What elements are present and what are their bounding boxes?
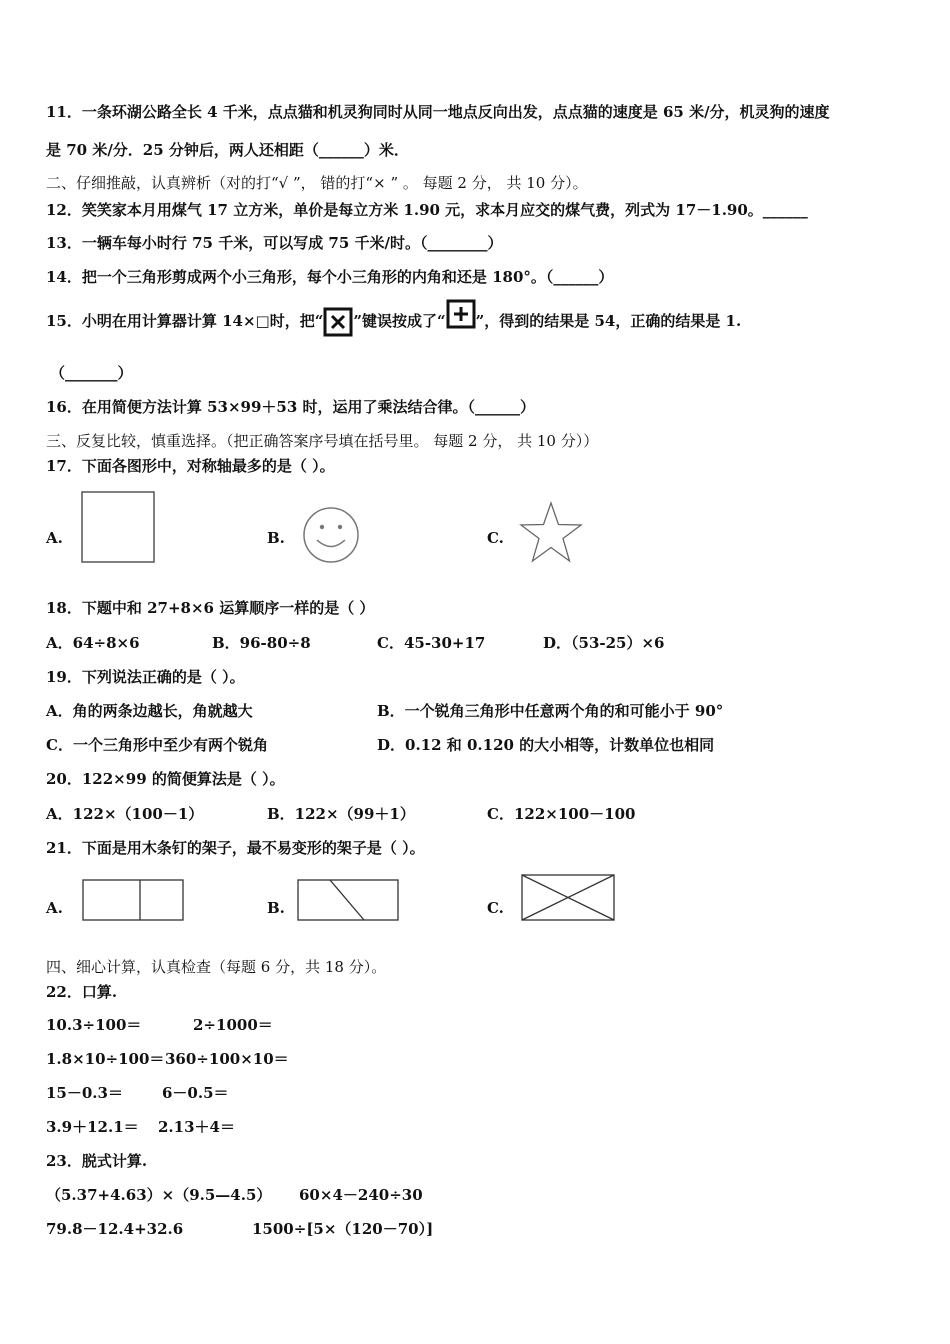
- q15-part1: 15．小明在用计算器计算 14×□时，把“: [46, 312, 324, 330]
- q22-item-3: 1.8×10÷100＝: [46, 1050, 165, 1068]
- frame-c-figure: [520, 873, 616, 923]
- q23-stem: 23．脱式计算.: [46, 1152, 148, 1170]
- q17-option-b: B.: [267, 529, 285, 547]
- smiley-face-icon: [301, 505, 361, 565]
- multiply-key-icon: [323, 307, 353, 337]
- q23-item-2: 60×4－240÷30: [299, 1186, 423, 1204]
- section2-title: 二、仔细推敲，认真辨析（对的打“√ ”， 错的打“× ” 。 每题 2 分， 共 10 分）。: [46, 174, 588, 192]
- q19-option-b: B．一个锐角三角形中任意两个角的和可能小于 90°: [377, 702, 724, 720]
- q19-option-a: A．角的两条边越长，角就越大: [46, 702, 253, 720]
- q22-stem: 22．口算.: [46, 983, 118, 1001]
- q21-stem: 21．下面是用木条钉的架子，最不易变形的架子是（ ）。: [46, 839, 425, 857]
- plus-key-icon: [446, 299, 476, 329]
- q22-item-1: 10.3÷100＝: [46, 1016, 142, 1034]
- q16: 16．在用简便方法计算 53×99＋53 时，运用了乘法结合律。（______）: [46, 398, 536, 416]
- q21-option-b: B.: [267, 899, 285, 917]
- q17-option-a: A.: [46, 529, 63, 547]
- q21-option-c: C.: [487, 899, 504, 917]
- square-figure: [80, 490, 156, 564]
- q20-option-c: C．122×100－100: [487, 805, 636, 823]
- q18-option-c: C．45-30+17: [377, 634, 486, 652]
- q19-option-c: C．一个三角形中至少有两个锐角: [46, 736, 268, 754]
- q11-line1: 11．一条环湖公路全长 4 千米，点点猫和机灵狗同时从同一地点反向出发，点点猫的速度是 65 米/分，机灵狗的速度: [46, 103, 830, 121]
- q22-item-6: 6－0.5＝: [162, 1084, 229, 1102]
- q20-option-a: A．122×（100－1）: [46, 805, 204, 823]
- frame-a-figure: [81, 878, 185, 922]
- frame-b-figure: [296, 878, 400, 922]
- q17-option-c: C.: [487, 529, 504, 547]
- section3-title: 三、反复比较，慎重选择。（把正确答案序号填在括号里。 每题 2 分， 共 10 分））: [46, 432, 599, 450]
- q19-option-d: D．0.12 和 0.120 的大小相等，计数单位也相同: [377, 736, 715, 754]
- q12: 12．笑笑家本月用煤气 17 立方米，单价是每立方米 1.90 元，求本月应交的煤气费，列式为 17－1.90。______: [46, 201, 808, 219]
- q22-item-5: 15－0.3＝: [46, 1084, 123, 1102]
- q22-item-4: 360÷100×10＝: [165, 1050, 289, 1068]
- q19-stem: 19．下列说法正确的是（ ）。: [46, 668, 245, 686]
- q23-item-1: （5.37+4.63）×（9.5—4.5）: [46, 1186, 272, 1204]
- q15-line: [46, 303, 741, 339]
- q14: 14．把一个三角形剪成两个小三角形，每个小三角形的内角和还是 180°。（______）: [46, 268, 614, 286]
- q18-option-d: D．（53-25）×6: [543, 634, 665, 652]
- q18-option-b: B．96-80÷8: [212, 634, 311, 652]
- q23-item-4: 1500÷[5×（120－70）]: [252, 1220, 434, 1238]
- q15-part3: ”，得到的结果是 54，正确的结果是 1.: [475, 312, 742, 330]
- q21-option-a: A.: [46, 899, 63, 917]
- q20-stem: 20．122×99 的简便算法是（ ）。: [46, 770, 285, 788]
- q22-item-8: 2.13＋4＝: [158, 1118, 235, 1136]
- q15-part2: ”键误按成了“: [353, 312, 446, 330]
- q13: 13．一辆车每小时行 75 千米，可以写成 75 千米/时。（________）: [46, 234, 503, 252]
- q23-item-3: 79.8－12.4+32.6: [46, 1220, 184, 1238]
- q22-item-2: 2÷1000＝: [193, 1016, 273, 1034]
- q17-stem: 17．下面各图形中，对称轴最多的是（ ）。: [46, 457, 335, 475]
- q15-blank: （_______）: [50, 364, 133, 382]
- section4-title: 四、细心计算，认真检查（每题 6 分，共 18 分）。: [46, 958, 387, 976]
- q22-item-7: 3.9＋12.1＝: [46, 1118, 139, 1136]
- q20-option-b: B．122×（99＋1）: [267, 805, 415, 823]
- q11-line2: 是 70 米/分．25 分钟后，两人还相距（______）米．: [46, 141, 409, 159]
- star-figure: [518, 500, 584, 566]
- q18-stem: 18．下题中和 27+8×6 运算顺序一样的是（ ）: [46, 599, 375, 617]
- q18-option-a: A．64÷8×6: [46, 634, 140, 652]
